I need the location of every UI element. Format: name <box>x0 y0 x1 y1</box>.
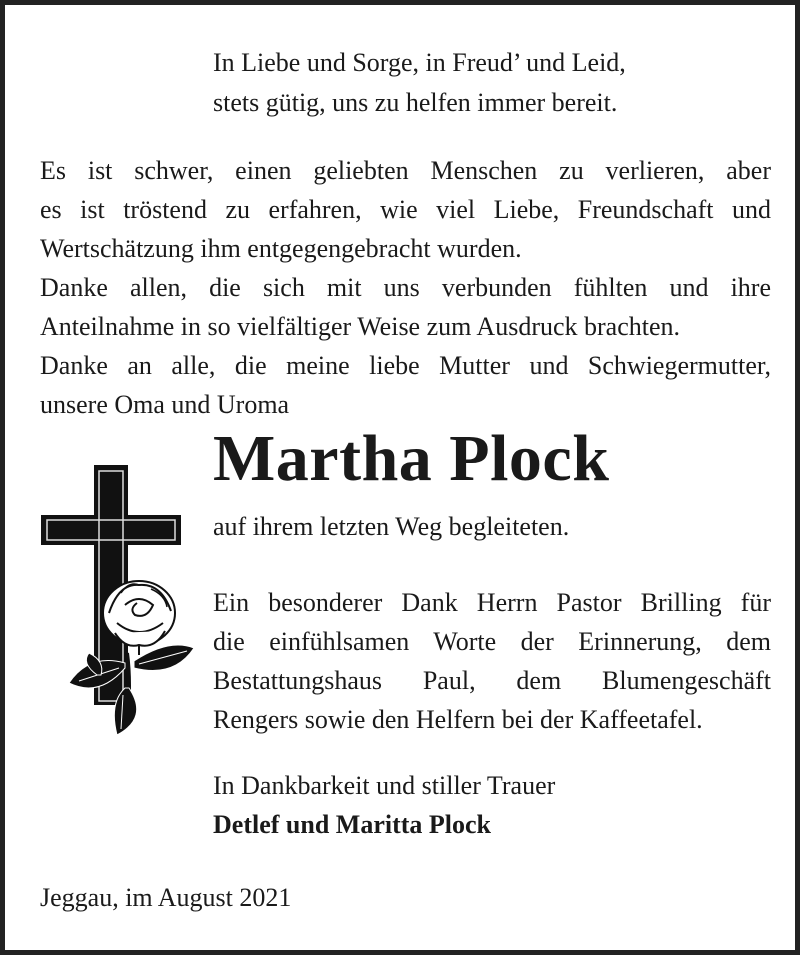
intro-text <box>40 151 771 424</box>
thanks-line: Ein besonderer Dank Herrn Pastor Brilling für <box>213 588 771 617</box>
signers: Detlef und Maritta Plock <box>213 810 492 839</box>
thanks-line: Bestattungshaus Paul, dem Blumengeschäft <box>213 666 771 695</box>
thanks-line: die einfühlsamen Worte der Erinnerung, dem <box>213 627 771 656</box>
intro-line: Anteilnahme in so vielfältiger Weise zum Ausdruck brachten. <box>40 312 681 341</box>
cross-rose-emblem <box>39 463 199 743</box>
deceased-name: Martha Plock <box>213 422 610 495</box>
special-thanks <box>213 583 771 739</box>
place-date: Jeggau, im August 2021 <box>40 883 292 912</box>
intro-line: es ist tröstend zu erfahren, wie viel Liebe, Freundschaft und <box>40 195 771 224</box>
rose-icon <box>69 581 194 735</box>
intro-line: unsere Oma und Uroma <box>40 390 290 419</box>
last-way-line: auf ihrem letzten Weg begleiteten. <box>213 512 570 541</box>
motto-line: stets gütig, uns zu helfen immer bereit. <box>213 88 618 117</box>
closing-block <box>213 766 555 844</box>
motto-line: In Liebe und Sorge, in Freud’ und Leid, <box>213 48 626 77</box>
motto <box>213 43 626 123</box>
thanks-line: Rengers sowie den Helfern bei der Kaffeetafel. <box>213 705 703 734</box>
intro-line: Es ist schwer, einen geliebten Menschen zu verlieren, aber <box>40 156 771 185</box>
intro-line: Wertschätzung ihm entgegengebracht wurden. <box>40 234 522 263</box>
intro-line: Danke allen, die sich mit uns verbunden fühlten und ihre <box>40 273 771 302</box>
cross-icon <box>39 463 199 743</box>
intro-line: Danke an alle, die meine liebe Mutter und Schwiegermutter, <box>40 351 771 380</box>
closing-line: In Dankbarkeit und stiller Trauer <box>213 771 556 800</box>
